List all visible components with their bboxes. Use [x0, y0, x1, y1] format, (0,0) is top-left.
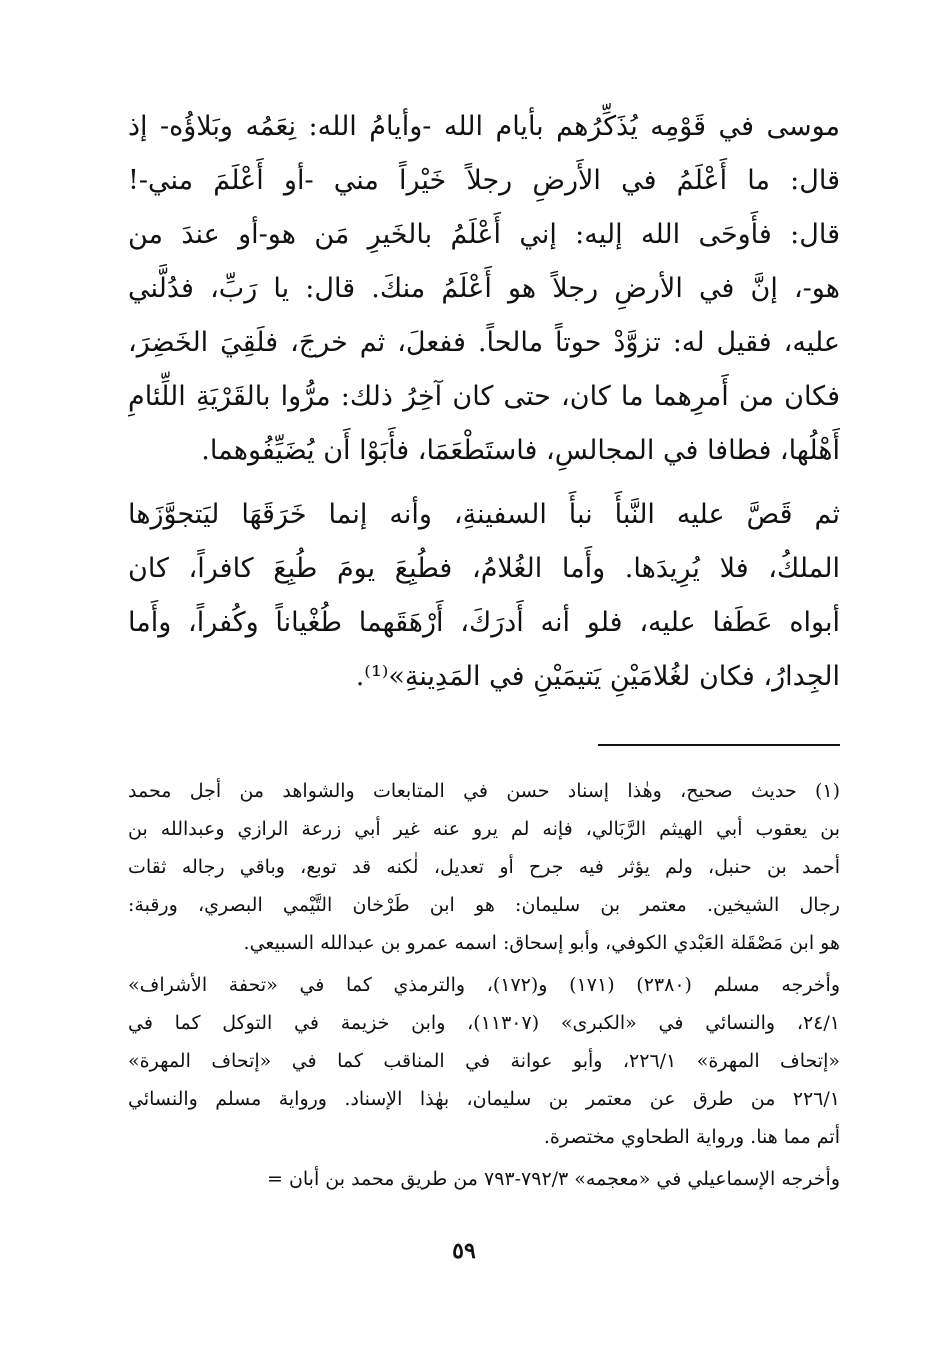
text-line: هو-، إنَّ في الأرضِ رجلاً هو أَعْلَمُ منكَ. قال: يا رَبِّ، فدُلَّني	[128, 273, 840, 304]
text-line: ثم قَصَّ عليه النَّبأَ نبأَ السفينةِ، وأنه إنما خَرَقَهَا ليَتجوَّزَها	[128, 499, 840, 530]
footnote-line: وأخرجه مسلم (٢٣٨٠) (١٧١) و(١٧٢)، والترمذي كما في «تحفة الأشراف»	[128, 974, 840, 996]
text-line: قال: فأَوحَى الله إليه: إني أَعْلَمُ بالخَيرِ مَن هو-أو عندَ من	[128, 219, 840, 250]
text-line: قال: ما أَعْلَمُ في الأَرضِ رجلاً خَيْراً مني -أو أَعْلَمَ مني-!	[128, 165, 840, 196]
footnote-line: أتم مما هنا. ورواية الطحاوي مختصرة.	[543, 1126, 840, 1148]
text-line: أَهْلُها، فطافا في المجالسِ، فاستَطْعَمَا، فأَبَوْا أَن يُضَيِّفُوهما.	[201, 435, 840, 466]
text-line: الملكُ، فلا يُرِيدَها. وأَما الغُلامُ، فطُبِعَ يومَ طُبِعَ كافراً، كان	[128, 553, 840, 584]
text-line: موسى في قَوْمِه يُذَكِّرُهم بأيام الله -وأيامُ الله: نِعَمُه وبَلاؤُه- إذ	[128, 111, 840, 142]
footnote-line: بن يعقوب أبي الهيثم الرَّبَالي، فإنه لم يرو عنه غير أبي زرعة الرازي وعبدالله بن	[128, 818, 840, 840]
footnote-line: ٢٤/١، والنسائي في «الكبرى» (١١٣٠٧)، وابن خزيمة في التوكل كما في	[128, 1012, 840, 1034]
footnote-line: «إتحاف المهرة» ٢٢٦/١، وأبو عوانة في المناقب كما في «إتحاف المهرة»	[128, 1050, 840, 1072]
footnote-line: ٢٢٦/١ من طرق عن معتمر بن سليمان، بهٰذا الإسناد. ورواية مسلم والنسائي	[128, 1088, 840, 1110]
footnote-line: هو ابن مَصْقَلة العَبْدي الكوفي، وأبو إسحاق: اسمه عمرو بن عبدالله السبيعي.	[243, 932, 840, 954]
main-text	[128, 100, 840, 704]
text-line: الجِدارُ، فكان لغُلامَيْنِ يَتيمَيْنِ في المَدِينةِ»⁽¹⁾.	[355, 661, 840, 692]
footnotes	[128, 772, 840, 1198]
footnote-line: وأخرجه الإسماعيلي في «معجمه» ٧٩٢/٣-٧٩٣ من طريق محمد بن أبان =	[266, 1168, 840, 1190]
footnote-line: (١) حديث صحيح، وهٰذا إسناد حسن في المتابعات والشواهد من أجل محمد	[128, 780, 840, 802]
text-line: أبواه عَطَفا عليه، فلو أنه أَدرَكَ، أَرْهَقَهما طُغْياناً وكُفراً، وأَما	[128, 607, 840, 638]
footnote-separator	[598, 744, 840, 746]
text-line: عليه، فقيل له: تزوَّدْ حوتاً مالحاً. ففعلَ، ثم خرجَ، فلَقِيَ الخَضِرَ،	[128, 327, 840, 358]
footnote-2	[128, 966, 840, 1156]
paragraph-2	[128, 488, 840, 704]
footnote-1	[128, 772, 840, 962]
page-number: ٥٩	[452, 1238, 476, 1264]
text-line: فكان من أَمرِهما ما كان، حتى كان آخِرُ ذلك: مرُّوا بالقَرْيَةِ اللِّئامِ	[128, 381, 840, 412]
footnote-3	[128, 1160, 840, 1198]
footnote-line: رجال الشيخين. معتمر بن سليمان: هو ابن طَرْخان التَّيْمي البصري، ورقبة:	[128, 894, 840, 916]
footnote-line: أحمد بن حنبل، ولم يؤثر فيه جرح أو تعديل، لٰكنه قد توبع، وباقي رجاله ثقات	[128, 856, 840, 878]
paragraph-1	[128, 100, 840, 478]
